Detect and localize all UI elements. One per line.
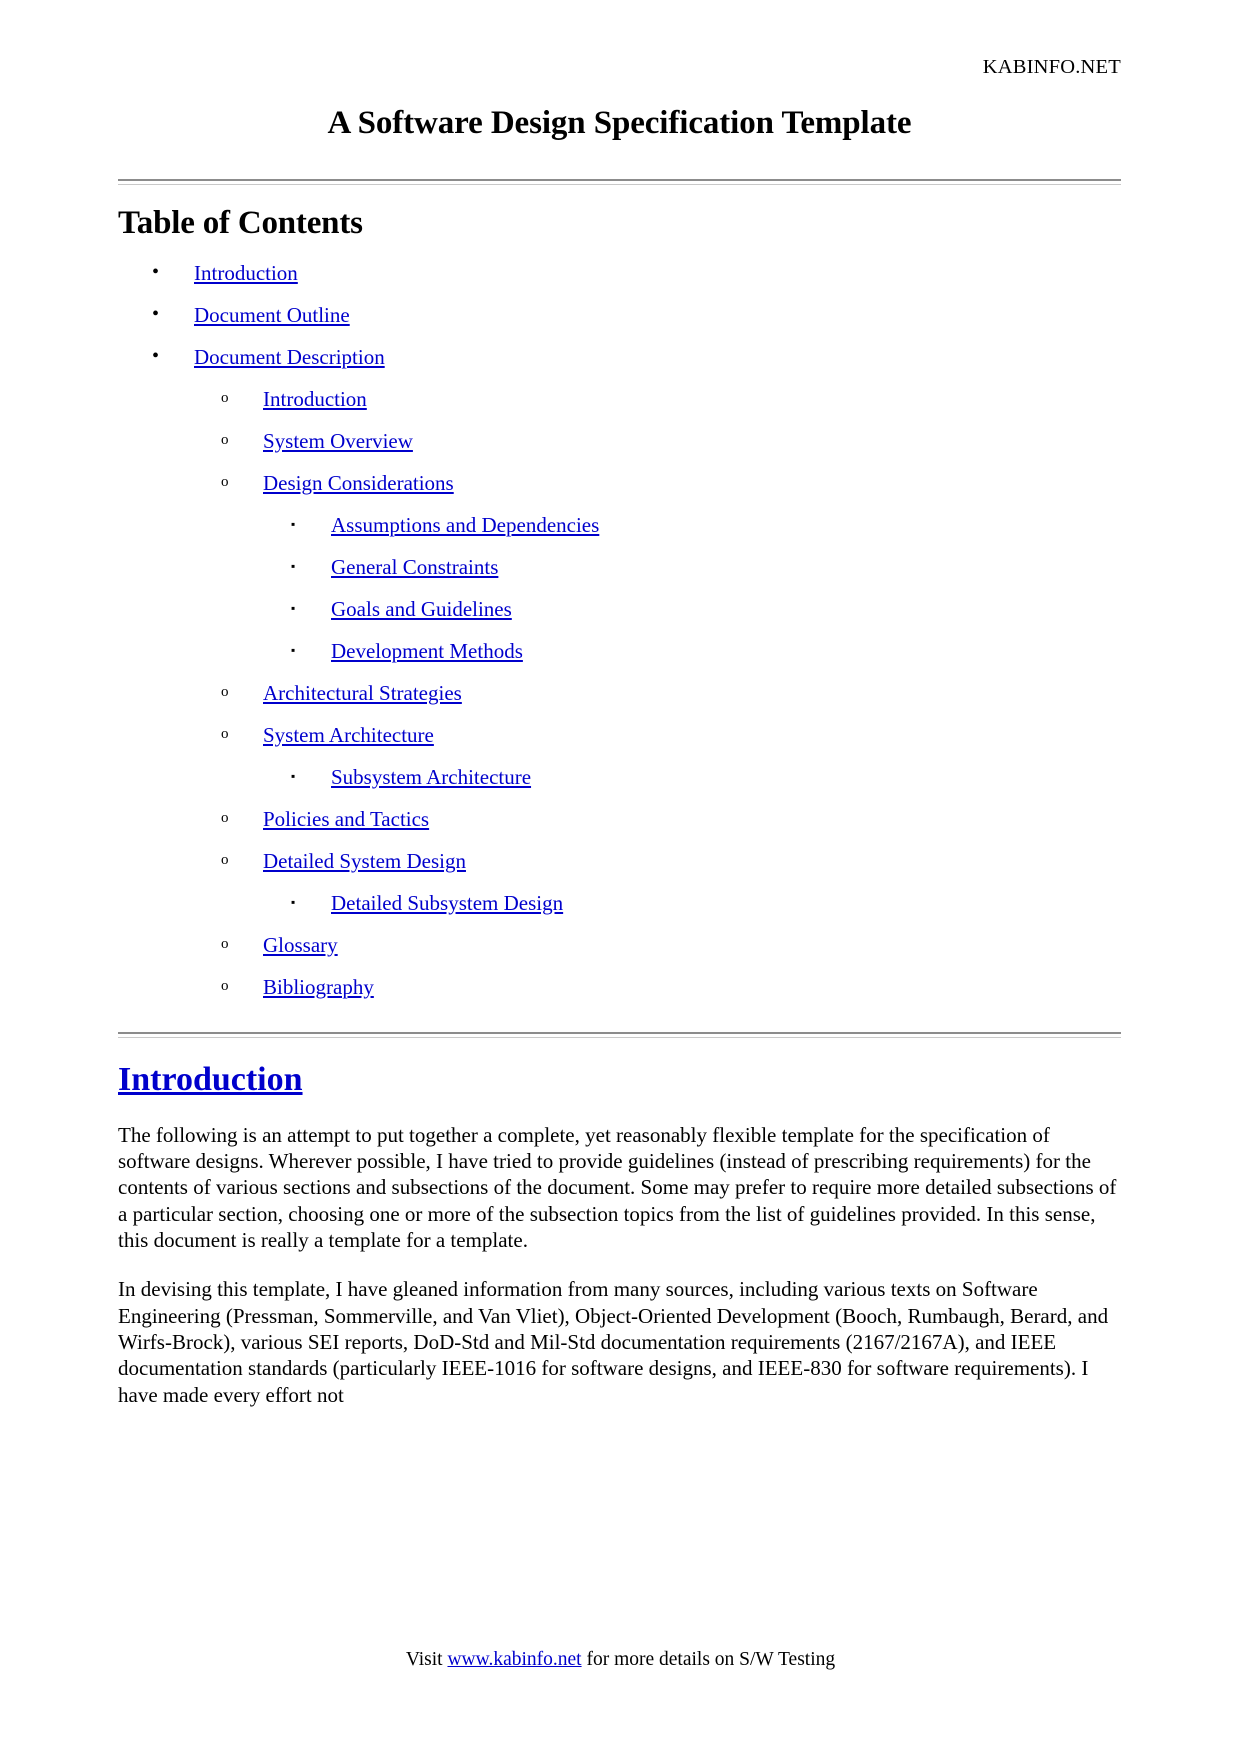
toc-item-introduction[interactable] [118, 260, 1121, 285]
circle-bullet-icon: o [221, 473, 229, 490]
toc-link[interactable]: Architectural Strategies [263, 680, 462, 705]
toc-item-policies-and-tactics[interactable] [194, 806, 1121, 831]
square-bullet-icon: ▪ [291, 558, 296, 573]
page-header [118, 0, 1121, 79]
section-heading-link[interactable]: Introduction [118, 1060, 303, 1098]
toc-link[interactable]: Document Description [194, 344, 385, 369]
toc-link[interactable]: Glossary [263, 932, 338, 957]
toc-item-introduction-sub[interactable] [194, 386, 1121, 411]
toc-item-subsystem-architecture[interactable] [263, 764, 1121, 789]
toc-link[interactable]: Design Considerations [263, 470, 454, 495]
disc-bullet-icon: • [152, 344, 160, 367]
toc-item-document-outline[interactable] [118, 302, 1121, 327]
toc-item-bibliography[interactable] [194, 974, 1121, 999]
square-bullet-icon: ▪ [291, 516, 296, 531]
document-title: A Software Design Specification Template [327, 104, 912, 141]
toc-item-goals-and-guidelines[interactable] [263, 596, 1121, 621]
toc-item-system-architecture[interactable] [194, 722, 1121, 789]
toc-link[interactable]: Subsystem Architecture [331, 764, 532, 789]
toc-item-document-description[interactable] [118, 344, 1121, 999]
toc-link[interactable]: Detailed Subsystem Design [331, 890, 564, 915]
site-watermark: KABINFO.NET [982, 56, 1121, 78]
toc-list-level2 [194, 386, 1121, 999]
toc-link[interactable]: System Overview [263, 428, 413, 453]
circle-bullet-icon: o [221, 977, 229, 994]
toc-list-level1 [118, 260, 1121, 999]
section-heading-introduction [118, 1061, 1121, 1099]
circle-bullet-icon: o [221, 851, 229, 868]
toc-list-level3 [263, 764, 1121, 789]
toc-link[interactable]: Introduction [263, 386, 367, 411]
toc-item-assumptions-and-dependencies[interactable] [263, 512, 1121, 537]
toc-link[interactable]: Goals and Guidelines [331, 596, 512, 621]
footer-website-link[interactable]: www.kabinfo.net [447, 1649, 582, 1670]
toc-item-architectural-strategies[interactable] [194, 680, 1121, 705]
toc-link[interactable]: Assumptions and Dependencies [331, 512, 600, 537]
footer-prefix-text: Visit [405, 1649, 448, 1670]
toc-item-glossary[interactable] [194, 932, 1121, 957]
toc-item-general-constraints[interactable] [263, 554, 1121, 579]
footer-suffix-text: for more details on S/W Testing [581, 1649, 836, 1670]
square-bullet-icon: ▪ [291, 768, 296, 783]
toc-link[interactable]: Document Outline [194, 302, 350, 327]
toc-item-development-methods[interactable] [263, 638, 1121, 663]
introduction-paragraph-1: The following is an attempt to put together a complete, yet reasonably flexible template for the specification of software designs. Wherever possible, I have tried to provide guidelines (instead of prescribing requirements) for the contents of various sections and subsections of the document. Some may prefer to require more detailed subsections of a particular section, choosing one or more of the subsection topics from the list of guidelines provided. In this sense, this document is really a template for a template. [118, 1122, 1117, 1252]
circle-bullet-icon: o [221, 725, 229, 742]
toc-link[interactable]: System Architecture [263, 722, 434, 747]
toc-item-system-overview[interactable] [194, 428, 1121, 453]
disc-bullet-icon: • [152, 260, 160, 283]
toc-link[interactable]: Policies and Tactics [263, 806, 430, 831]
toc-item-detailed-system-design[interactable] [194, 848, 1121, 915]
table-of-contents-heading: Table of Contents [118, 204, 363, 241]
toc-link[interactable]: General Constraints [331, 554, 499, 579]
toc-link[interactable]: Development Methods [331, 638, 523, 663]
toc-item-design-considerations[interactable] [194, 470, 1121, 663]
horizontal-rule-middle [118, 1032, 1121, 1038]
square-bullet-icon: ▪ [291, 894, 296, 909]
circle-bullet-icon: o [221, 431, 229, 448]
toc-link[interactable]: Detailed System Design [263, 848, 466, 873]
circle-bullet-icon: o [221, 809, 229, 826]
toc-link[interactable]: Bibliography [263, 974, 374, 999]
disc-bullet-icon: • [152, 302, 160, 325]
circle-bullet-icon: o [221, 935, 229, 952]
horizontal-rule-top [118, 179, 1121, 185]
page-footer [0, 1649, 1241, 1671]
square-bullet-icon: ▪ [291, 642, 296, 657]
toc-list-level3 [263, 512, 1121, 663]
toc-item-detailed-subsystem-design[interactable] [263, 890, 1121, 915]
square-bullet-icon: ▪ [291, 600, 296, 615]
toc-list-level3 [263, 890, 1121, 915]
circle-bullet-icon: o [221, 683, 229, 700]
introduction-paragraph-2: In devising this template, I have gleaned information from many sources, including various texts on Software Engineering (Pressman, Sommerville, and Van Vliet), Object-Oriented Development (Booch, Rumbaugh, Berard, and Wirfs-Brock), various SEI reports, DoD-Std and Mil-Std documentation requirements (2167/2167A), and IEEE documentation standards (particularly IEEE-1016 for software designs, and IEEE-830 for software requirements). I have made every effort not [118, 1277, 1109, 1407]
circle-bullet-icon: o [221, 389, 229, 406]
toc-link[interactable]: Introduction [194, 260, 298, 285]
